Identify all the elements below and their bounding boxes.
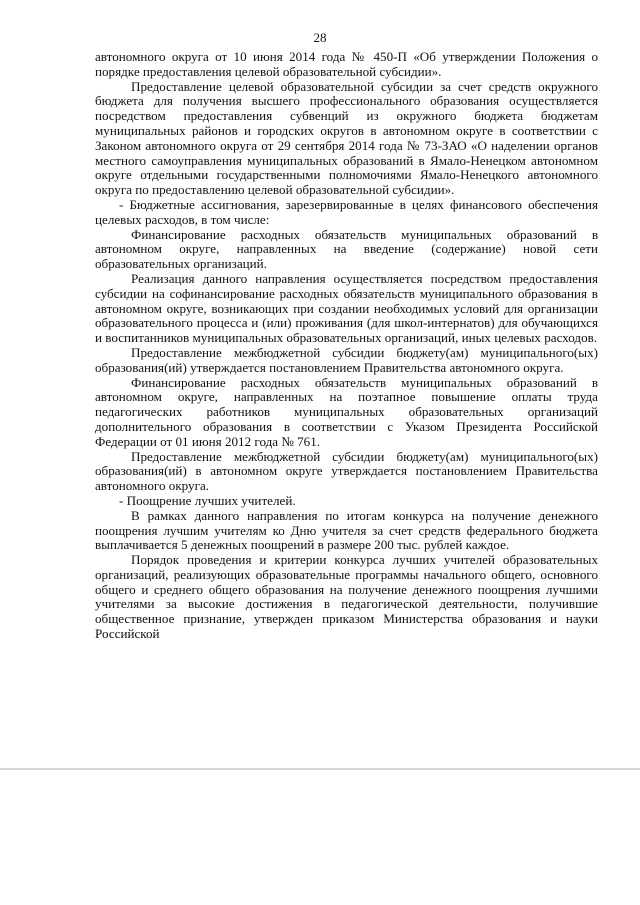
paragraph: - Поощрение лучших учителей. xyxy=(119,492,296,508)
paragraph: автономного округа от 10 июня 2014 года № 450-П «Об утверждении Положения о порядке предоставления целевой образовательной субсидии». xyxy=(95,49,598,79)
paragraph: Финансирование расходных обязательств муниципальных образований в автономном округе, направленных на поэтапное повышение оплаты труда педагогических работников муниципальных образовательных организаций дополнительного образования в соответствии с Указом Президента Российской Федерации от 01 июня 2012 года № 761. xyxy=(95,374,598,449)
paragraph: Порядок проведения и критерии конкурса лучших учителей образовательных организаций, реализующих образовательные программы начального общего, основного общего и среднего общего образования на получение денежного поощрения лучшими учителями за высокие достижения в педагогической деятельности, получившие общественное признание, утвержден приказом Министерства образования и науки Российской xyxy=(95,552,598,642)
paragraph: В рамках данного направления по итогам конкурса на получение денежного поощрения лучшим учителям ко Дню учителя за счет средств федерального бюджета выплачивается 5 денежных поощрений в размере 200 тыс. рублей каждое. xyxy=(95,507,598,553)
paragraph: - Бюджетные ассигнования, зарезервированные в целях финансового обеспечения целевых расходов, в том числе: xyxy=(95,196,598,227)
page-number: 28 xyxy=(313,30,327,45)
paragraph: Предоставление межбюджетной субсидии бюджету(ам) муниципального(ых) образования(ий) в автономном округе утверждается постановлением Правительства автономного округа. xyxy=(95,448,598,494)
paragraph: Предоставление межбюджетной субсидии бюджету(ам) муниципального(ых) образования(ий) утверждается постановлением Правительства автономного округа. xyxy=(95,344,598,375)
paragraph: Предоставление целевой образовательной субсидии за счет средств окружного бюджета для получения высшего профессионального образования осуществляется посредством предоставления субвенций из окружного бюджета бюджетам муниципальных районов и городских округов в автономном округе в соответствии с Законом автономного округа от 29 сентября 2014 года № 73-ЗАО «О наделении органов местного самоуправления муниципальных образований в Ямало-Ненецком автономном округе отдельными государственными полномочиями Ямало-Ненецкого автономного округа по предоставлению целевой образовательной субсидии». xyxy=(95,78,598,198)
paragraph: Реализация данного направления осуществляется посредством предоставления субсидии на софинансирование расходных обязательств муниципального образования в автономном округе, возникающих при создании необходимых условий для организации образовательного процесса и (или) проживания (для школ-интернатов) для обучающихся и воспитанников муниципальных образовательных организаций, иных целевых расходов. xyxy=(95,270,598,346)
body-text xyxy=(95,50,598,642)
paragraph: Финансирование расходных обязательств муниципальных образований в автономном округе, направленных на введение (содержание) новой сети образовательных организаций. xyxy=(95,226,598,272)
